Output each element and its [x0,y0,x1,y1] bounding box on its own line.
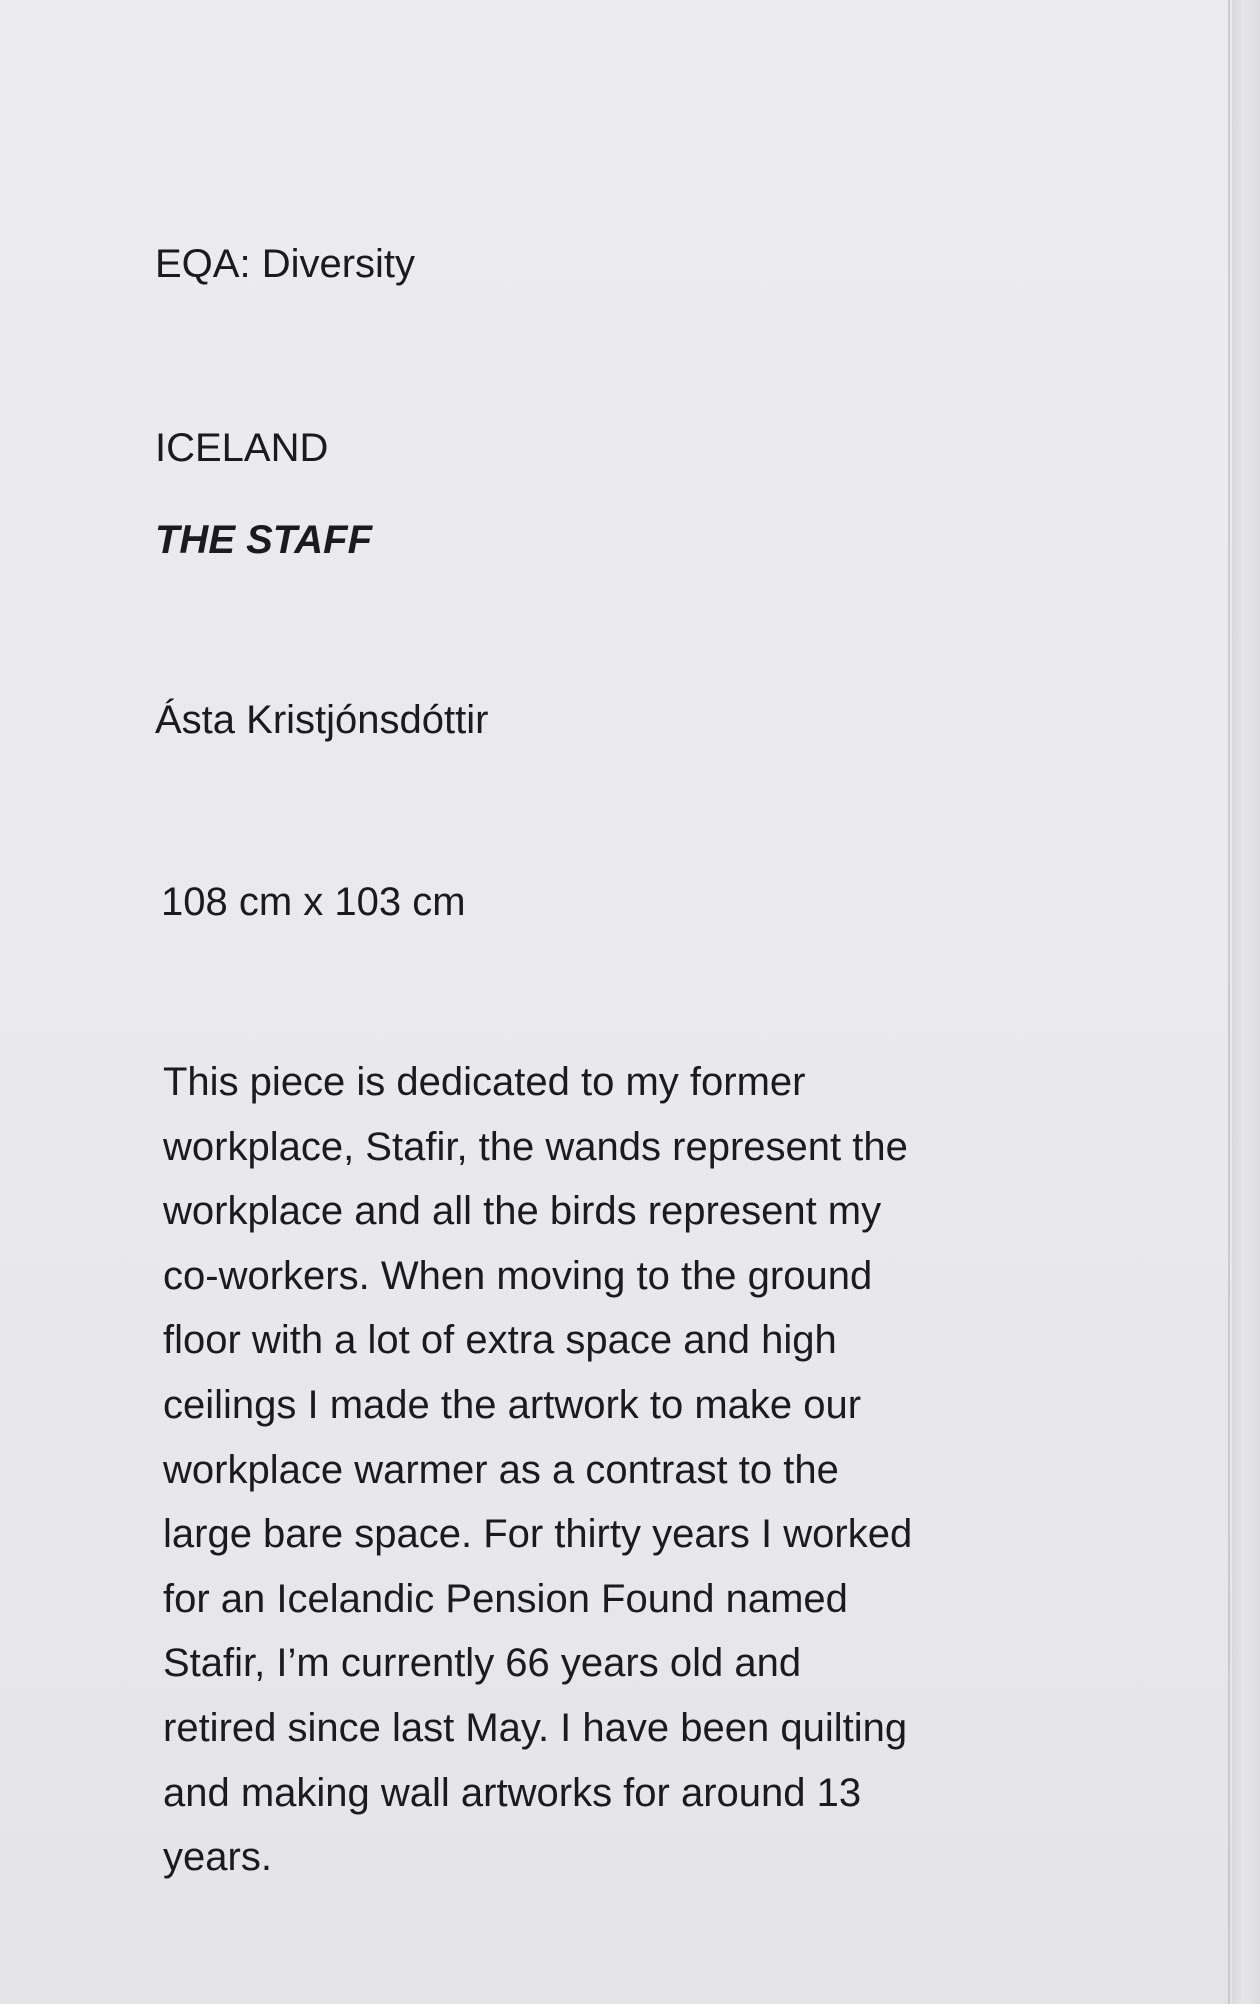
description-line: years. [163,1835,272,1880]
description-line: workplace and all the birds represent my [163,1189,882,1234]
description-line: co-workers. When moving to the ground [163,1253,873,1298]
description-line: ceilings I made the artwork to make our [163,1382,862,1427]
description-line: workplace, Stafir, the wands represent the [163,1124,908,1169]
background-wall-edge [1232,0,1260,2004]
description-line: This piece is dedicated to my former [163,1060,806,1104]
description-line: and making wall artworks for around 13 [163,1770,862,1815]
description-line: retired since last May. I have been quilting [163,1705,908,1750]
artwork-title: THE STAFF [155,518,373,562]
country-name: ICELAND [155,426,329,470]
description-line: Stafir, I’m currently 66 years old and [163,1641,802,1686]
description-line: large bare space. For thirty years I worked [163,1512,913,1557]
artwork-dimensions: 108 cm x 103 cm [161,880,466,924]
description-line: workplace warmer as a contrast to the [163,1447,839,1492]
description-line: floor with a lot of extra space and high [163,1318,837,1363]
exhibition-name: EQA: Diversity [155,242,416,286]
artwork-description [163,1050,1063,1890]
description-line: for an Icelandic Pension Found named [163,1576,848,1621]
artist-name: Ásta Kristjónsdóttir [155,698,489,742]
paper-fold-line [1228,0,1230,2004]
